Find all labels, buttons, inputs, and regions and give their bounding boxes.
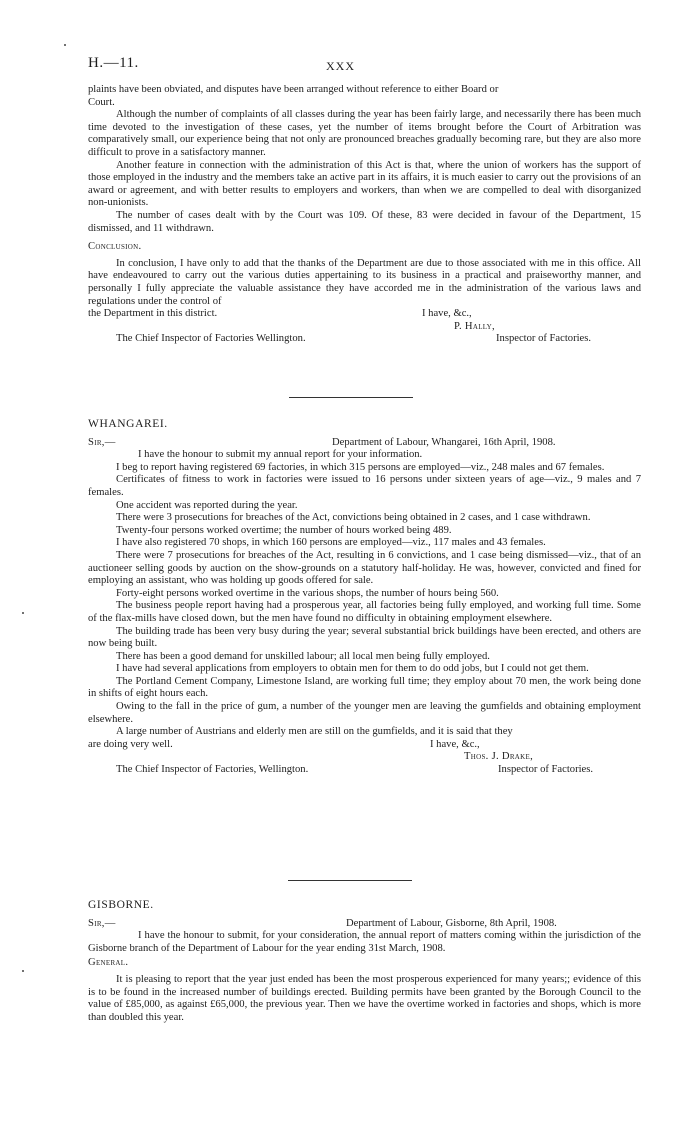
text-line: the Department in this district. [88,308,218,320]
paragraph: In conclusion, I have only to add that the thanks of the Department are due to those associated with me in this office. All have endeavoured to carry out the various duties appertaining to its business in a practical and praiseworthy manner, and personally I fully appreciate the valuable assistance they have accorded me in the administration of the various laws and regulations under the control of [88,257,641,307]
paragraph: Owing to the fall in the price of gum, a number of the younger men are leaving the gumfields and obtaining employment elsewhere. [88,701,641,725]
paragraph: I have also registered 70 shops, in which 160 persons are employed—viz., 117 males and 43 females. [116,537,546,549]
paragraph: One accident was reported during the year. [116,499,298,511]
intro-row [88,449,641,462]
paragraph: The number of cases dealt with by the Court was 109. Of these, 83 were decided in favour of the Department, 15 dismissed, and 11 withdrawn. [88,209,641,234]
dateline: Department of Labour, Whangarei, 16th April, 1908. [332,436,556,448]
paragraph: I have the honour to submit, for your consideration, the annual report of matters coming within the jurisdiction of the Gisborne branch of the Department of Labour for the year ending 31st March, 1908. [88,930,641,954]
signature-row [88,751,641,764]
paragraph: Another feature in connection with the administration of this Act is that, where the union of workers has the support of those employed in the industry and the members take an active part in its affairs, it is much easier to carry out the provisions of an award or agreement, and with better results to employers and workers, than when we are compelled to deal with disorganized non-unionists. [88,159,641,209]
signature-row [88,308,641,321]
margin-dot [64,44,66,46]
section-title: GISBORNE. [88,899,154,911]
paragraph: It is pleasing to report that the year just ended has been the most prosperous experienced for many years;; evidence of this is to be found in the increased number of buildings erected. Building permits have been granted by the Borough Council to the value of £85,000, as against £65,000, the previous year. Then we have the overtime worked in factories and shops, which is more than doubled this year. [88,973,641,1023]
signatory-title: Inspector of Factories. [498,764,594,776]
text-line: plaints have been obviated, and disputes have been arranged without reference to either Board or [88,84,499,95]
margin-dot [22,612,24,614]
paragraph: Forty-eight persons worked overtime in the various shops, the number of hours being 560. [116,587,499,599]
section-heading: Conclusion. [88,241,142,253]
page-number: XXX [326,59,355,73]
signatory-title: Inspector of Factories. [496,333,592,345]
signature-row [88,333,641,346]
gisborne-report [88,899,641,1024]
intro-text: I have the honour to submit my annual report for your information. [138,449,423,461]
paragraph: There has been a good demand for unskilled labour; all local men being fully employed. [116,650,490,662]
paragraph: Certificates of fitness to work in factories were issued to 16 persons under sixteen years of age—viz., 9 males and 7 females. [88,474,641,498]
section-divider [288,880,412,881]
paragraph: I beg to report having registered 69 factories, in which 315 persons are employed—viz., 248 males and 67 females. [116,461,605,473]
sign-off: I have, &c., [430,738,480,750]
paragraph: The building trade has been very busy during the year; several substantial brick buildings have been erected, and others are now being built. [88,625,641,650]
salutation-row [88,918,641,931]
signatory: Thos. J. Drake, [464,751,534,763]
text-line: Court. [88,96,115,108]
signature-row [88,739,641,752]
paragraph: A large number of Austrians and elderly men are still on the gumfields, and it is said that they [116,726,513,738]
sign-off: I have, &c., [422,308,472,320]
paragraph: The Portland Cement Company, Limestone Island, are working full time; they employ about 70 men, the work being done in shifts of eight hours each. [88,675,641,700]
whangarei-report [88,418,641,777]
paragraph: The business people report having had a prosperous year, all factories being fully employed, and working full time. Some of the flax-mills have closed down, but the men have found no difficulty in obtaining employment elsewhere. [88,600,641,624]
wellington-report [88,84,641,346]
text-line: are doing very well. [88,738,173,750]
margin-dot [22,970,24,972]
page-id: H.—11. [88,55,139,71]
section-divider [289,397,413,398]
salutation: Sir,— [88,436,116,448]
dateline: Department of Labour, Gisborne, 8th April, 1908. [346,917,557,929]
signatory: P. Hally, [454,320,495,332]
salutation: Sir,— [88,917,116,929]
paragraph: I have had several applications from employers to obtain men for them to do odd jobs, but I could not get them. [116,663,589,675]
addressee: The Chief Inspector of Factories, Wellington. [116,764,309,776]
addressee: The Chief Inspector of Factories Wellington. [116,333,306,345]
section-heading: General. [88,957,129,969]
signature-row [88,321,641,334]
paragraph: There were 7 prosecutions for breaches of the Act, resulting in 6 convictions, and 1 case being dismissed—viz., that of an auctioneer selling goods by auction on the show-grounds on a statutory half-holiday. He was, however, convicted and fined for employing an assistant, who was holding up goods offered for sale. [88,549,641,587]
section-title: WHANGAREI. [88,418,168,430]
paragraph: Twenty-four persons worked overtime; the number of hours worked being 489. [116,524,452,536]
paragraph: Although the number of complaints of all classes during the year has been fairly large, and necessarily there has been much time devoted to the investigation of these cases, yet the number of items brought before the Court of Arbitration was comparatively small, our experience being that not only are pronounced breaches gradually becoming rare, but they are also more difficult to prove in a satisfactory manner. [88,109,641,158]
signature-row [88,764,641,777]
salutation-row [88,437,641,450]
paragraph: There were 3 prosecutions for breaches of the Act, convictions being obtained in 2 cases, and 1 case withdrawn. [116,512,591,524]
